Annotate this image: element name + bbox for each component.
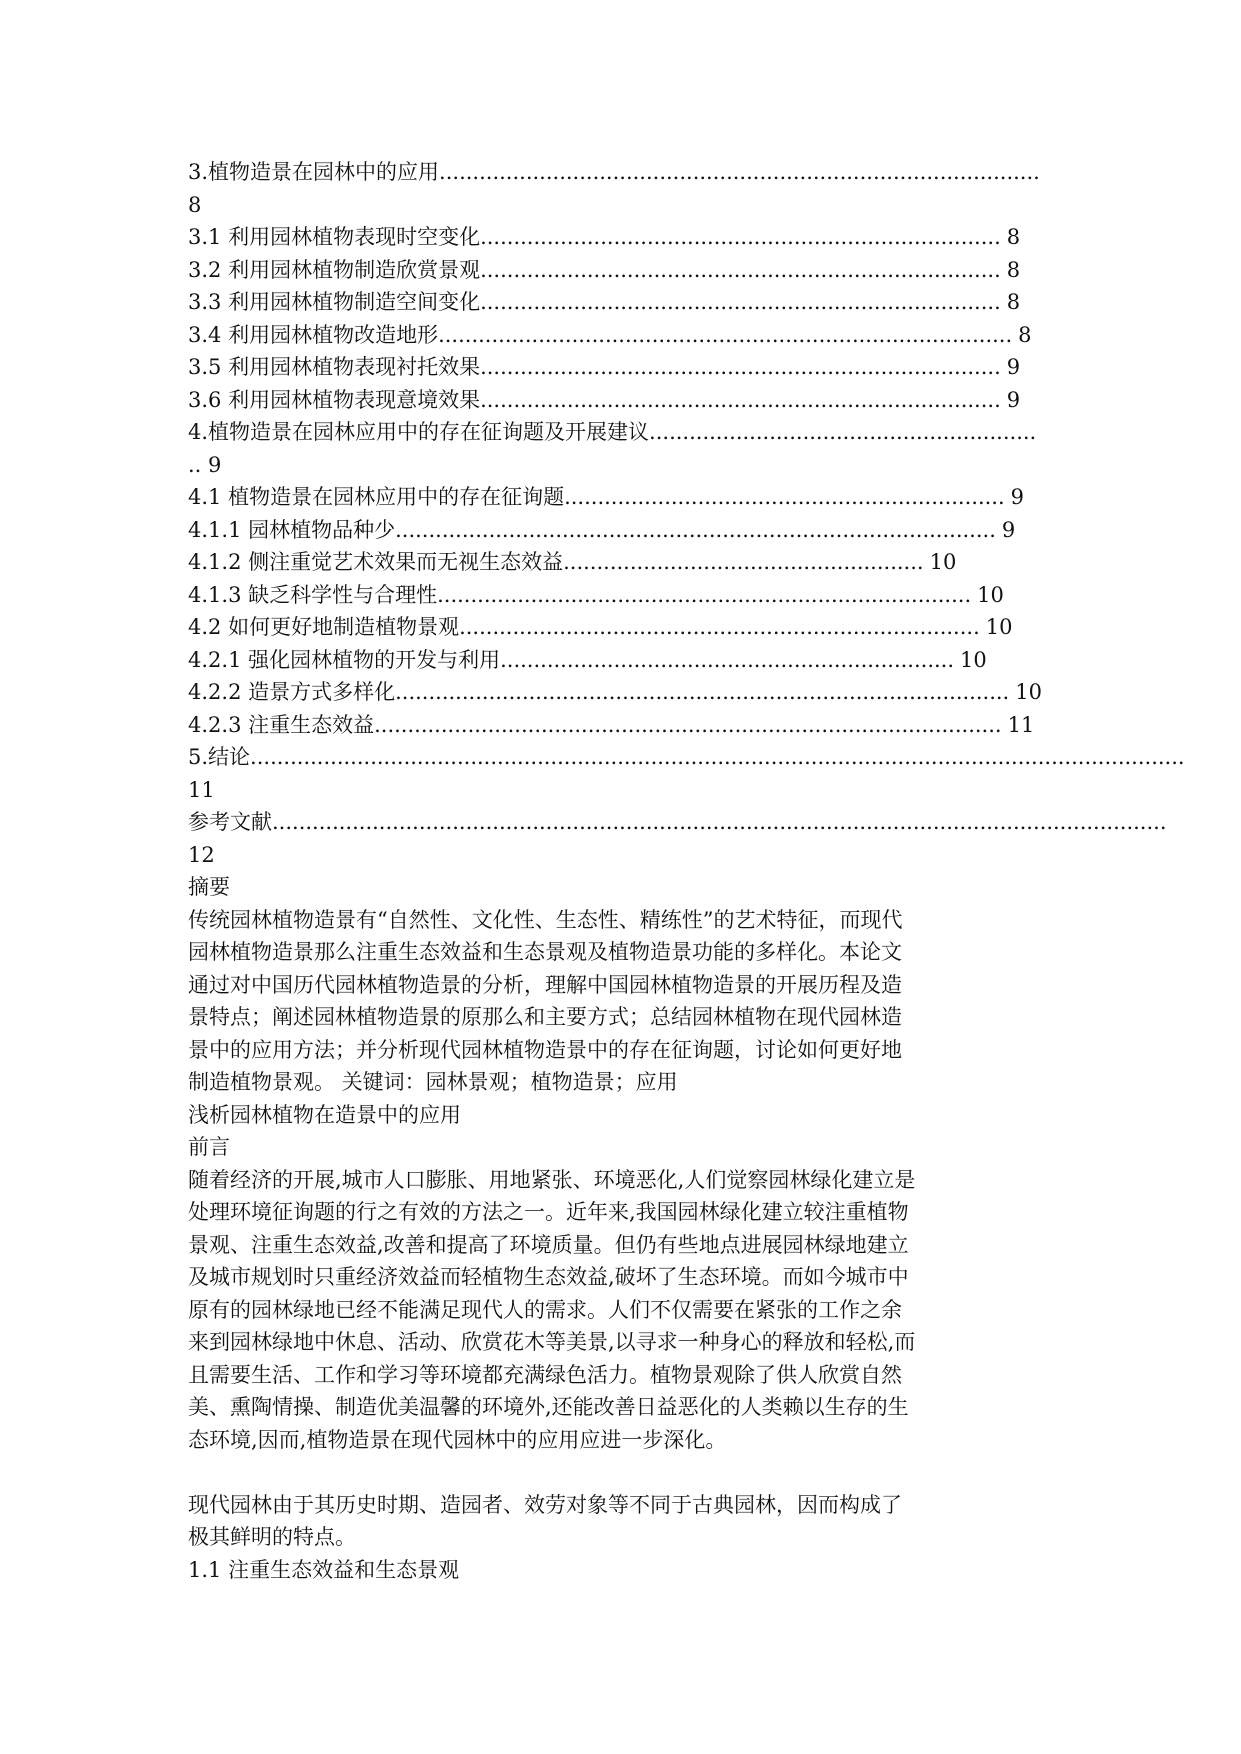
toc-entry	[188, 351, 1058, 384]
toc-leader-dots: ..............................................................................	[480, 387, 1001, 412]
abstract-body	[188, 904, 1058, 1099]
toc-page-number: 10	[1015, 680, 1042, 704]
text-line: 原有的园林绿地已经不能满足现代人的需求。人们不仅需要在紧张的工作之余	[188, 1297, 902, 1322]
table-of-contents	[188, 156, 1185, 871]
toc-page-number: 9	[1006, 387, 1021, 412]
toc-leader-dots: ....................................................................	[500, 647, 955, 672]
toc-entry	[188, 481, 1058, 514]
toc-entry-title: 3.2 利用园林植物制造欣赏景观	[188, 257, 481, 282]
toc-entry	[188, 546, 1058, 579]
text-line: 现代园林由于其历史时期、造园者、效劳对象等不同于古典园林，因而构成了	[188, 1492, 902, 1517]
toc-leader-dots: ......................................................................................	[438, 322, 1013, 347]
toc-page-number: 8	[1006, 225, 1021, 249]
text-line: 且需要生活、工作和学习等环境都充满绿色活力。植物景观除了供人欣赏自然	[188, 1362, 902, 1387]
preface-heading: 前言	[188, 1135, 230, 1159]
toc-page-number-wrapped: 8	[188, 192, 202, 217]
paragraph-gap	[188, 1456, 1058, 1489]
toc-entry	[188, 286, 1058, 319]
toc-page-number: 9	[1010, 485, 1025, 509]
toc-page-number: 10	[977, 582, 1004, 607]
toc-entry	[188, 416, 1058, 449]
toc-entry-title: 参考文献	[188, 810, 272, 834]
toc-entry-title: 3.5 利用园林植物表现衬托效果	[188, 355, 481, 379]
toc-page-number: 8	[1018, 322, 1032, 347]
toc-entry	[188, 611, 1058, 644]
document-page	[188, 156, 1185, 1586]
text-line: 极其鲜明的特点。	[188, 1525, 356, 1549]
toc-entry-title: 5.结论	[188, 745, 251, 769]
toc-entry	[188, 156, 1058, 189]
abstract-heading: 摘要	[188, 875, 230, 899]
text-line: 随着经济的开展,城市人口膨胀、用地紧张、环境恶化,人们觉察园林绿化建立是	[188, 1167, 916, 1192]
toc-entry-title: 3.6 利用园林植物表现意境效果	[188, 387, 481, 412]
toc-leader-dots: ..............................................................................................	[374, 712, 1002, 737]
toc-entry	[188, 741, 1185, 774]
text-line: 园林植物造景那么注重生态效益和生态景观及植物造景功能的多样化。本论文	[188, 940, 902, 964]
toc-leader-dots: ..................................................................	[564, 485, 1005, 509]
text-line: 景观、注重生态效益,改善和提高了环境质量。但仍有些地点进展园林绿地建立	[188, 1232, 909, 1257]
toc-page-number: 11	[1007, 712, 1035, 737]
toc-page-number: 10	[960, 647, 987, 672]
toc-entry	[188, 644, 1058, 677]
toc-leader-dots: ..............................................................................	[459, 615, 980, 639]
toc-leader-dots: ......................................................................................................................................	[272, 810, 1167, 834]
toc-leader-dots: ..........................................................................................	[395, 517, 996, 542]
text-line: 美、熏陶情操、制造优美温馨的环境外,还能改善日益恶化的人类赖以生存的生	[188, 1395, 909, 1419]
text-line: 及城市规划时只重经济效益而轻植物生态效益,破坏了生态环境。而如今城市中	[188, 1265, 909, 1289]
toc-page-number: 10	[929, 550, 957, 574]
toc-leader-dots: ..............................................................................	[480, 257, 1001, 282]
toc-page-number-wrapped: 12	[188, 842, 215, 867]
text-line: 处理环境征询题的行之有效的方法之一。近年来,我国园林绿化建立较注重植物	[188, 1200, 909, 1224]
document-title: 浅析园林植物在造景中的应用	[188, 1102, 461, 1127]
toc-entry-title: 3.4 利用园林植物改造地形	[188, 322, 439, 347]
toc-entry	[188, 514, 1058, 547]
text-line: 通过对中国历代园林植物造景的分析，理解中国园林植物造景的开展历程及造	[188, 972, 902, 997]
toc-entry-title: 4.1 植物造景在园林应用中的存在征询题	[188, 485, 565, 509]
toc-entry-title: 3.植物造景在园林中的应用	[188, 160, 440, 184]
toc-entry	[188, 254, 1058, 287]
toc-entry-title: 4.1.2 侧注重觉艺术效果而无视生态效益	[188, 550, 564, 574]
toc-entry	[188, 579, 1058, 612]
text-line: 景特点；阐述园林植物造景的原那么和主要方式；总结园林植物在现代园林造	[188, 1005, 902, 1029]
toc-leader-dots: ............................................................................................	[395, 680, 1010, 704]
toc-entry-title: 4.2.1 强化园林植物的开发与利用	[188, 647, 501, 672]
toc-entry-title: 4.植物造景在园林应用中的存在征询题及开展建议	[188, 420, 650, 444]
text-line: 制造植物景观。 关键词：园林景观；植物造景；应用	[188, 1070, 678, 1094]
toc-entry	[188, 221, 1058, 254]
toc-page-number: 10	[985, 615, 1013, 639]
toc-page-number-wrapped: .. 9	[188, 452, 222, 477]
modern-garden-paragraph	[188, 1489, 1058, 1554]
preface-body	[188, 1164, 1058, 1457]
toc-page-number-wrapped: 11	[188, 777, 215, 802]
toc-leader-dots: ......................................................	[563, 550, 924, 574]
toc-entry-title: 4.1.3 缺乏科学性与合理性	[188, 582, 438, 607]
toc-entry	[188, 676, 1058, 709]
toc-leader-dots: ..............................................................................	[480, 225, 1001, 249]
toc-entry-title: 3.1 利用园林植物表现时空变化	[188, 225, 481, 249]
toc-leader-dots: ..............................................................................	[480, 290, 1001, 314]
toc-entry	[188, 709, 1058, 742]
toc-entry-title: 4.2 如何更好地制造植物景观	[188, 615, 460, 639]
text-line: 传统园林植物造景有“自然性、文化性、生态性、精练性”的艺术特征，而现代	[188, 907, 903, 932]
toc-entry	[188, 319, 1058, 352]
toc-leader-dots: ............................................................................................................................................	[250, 745, 1185, 769]
text-line: 态环境,因而,植物造景在现代园林中的应用应进一步深化。	[188, 1427, 727, 1452]
toc-entry-title: 4.2.3 注重生态效益	[188, 712, 375, 737]
toc-entry-title: 4.2.2 造景方式多样化	[188, 680, 396, 704]
text-line: 来到园林绿地中休息、活动、欣赏花木等美景,以寻求一种身心的释放和轻松,而	[188, 1330, 916, 1354]
toc-entry-title: 3.3 利用园林植物制造空间变化	[188, 290, 481, 314]
toc-page-number: 8	[1006, 290, 1021, 314]
toc-page-number: 9	[1006, 355, 1021, 379]
section-heading-1-1: 1.1 注重生态效益和生态景观	[188, 1557, 460, 1582]
toc-leader-dots: ..........................................................	[649, 420, 1037, 444]
toc-leader-dots: ................................................................................	[437, 582, 972, 607]
text-line: 景中的应用方法；并分析现代园林植物造景中的存在征询题，讨论如何更好地	[188, 1037, 902, 1062]
toc-entry	[188, 806, 1167, 839]
toc-leader-dots: ..........................................................................................	[439, 160, 1040, 184]
toc-leader-dots: ..............................................................................	[480, 355, 1001, 379]
toc-entry-title: 4.1.1 园林植物品种少	[188, 517, 396, 542]
toc-page-number: 9	[1001, 517, 1016, 542]
toc-entry	[188, 384, 1058, 417]
toc-page-number: 8	[1006, 257, 1021, 282]
